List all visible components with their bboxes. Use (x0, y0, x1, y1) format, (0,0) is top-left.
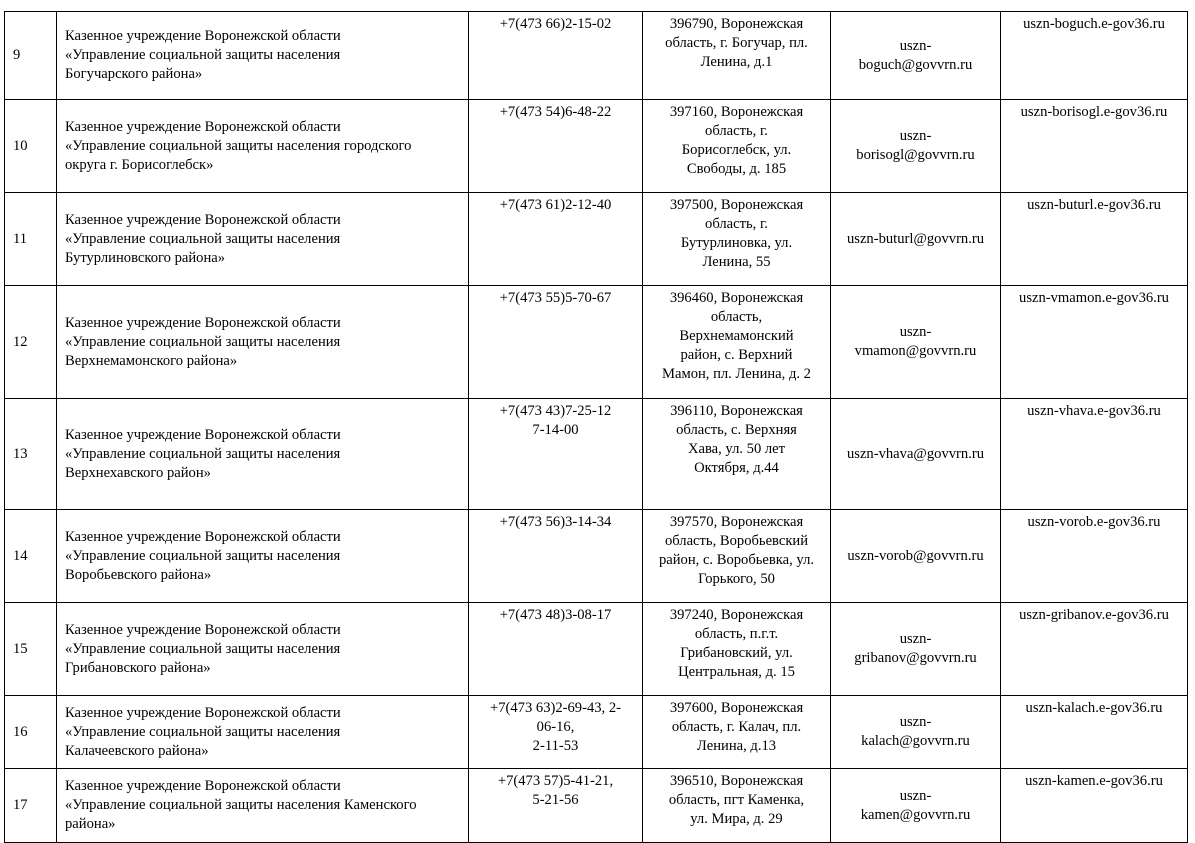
row-number: 16 (5, 696, 57, 769)
email-line: vmamon@govvrn.ru (854, 343, 977, 359)
organization-name-line: Грибановского района» (65, 659, 211, 676)
address-line: область, г. (705, 216, 768, 232)
table-row (5, 769, 1188, 843)
email-line: kamen@govvrn.ru (860, 806, 971, 823)
address-cell (643, 603, 831, 696)
organization-name (57, 769, 469, 843)
table-row (5, 100, 1188, 193)
row-number: 15 (5, 603, 57, 696)
phone-cell (469, 286, 643, 399)
phone-line: 06-16, (536, 719, 575, 735)
address-line: 396790, Воронежская (669, 16, 804, 32)
organization-name-line: «Управление социальной защиты населения (65, 640, 341, 657)
address-line: район, с. Верхний (680, 347, 793, 363)
phone-line: 2-11-53 (532, 738, 579, 754)
address-line: Грибановский, ул. (680, 645, 793, 661)
organization-name-line: «Управление социальной защиты населения (65, 333, 341, 350)
website-link[interactable]: uszn-gribanov.e-gov36.ru (1019, 607, 1169, 623)
organization-name-line: района» (65, 816, 116, 832)
address-line: область, г. (705, 123, 768, 139)
phone-cell (469, 399, 643, 510)
email-line: uszn- (899, 714, 932, 730)
address-line: Октября, д.44 (694, 460, 779, 476)
organization-name-line: «Управление социальной защиты населения (65, 723, 341, 740)
address-line: Ленина, д.1 (700, 54, 773, 70)
row-number: 17 (5, 769, 57, 843)
email-cell (831, 769, 1001, 843)
table-row (5, 603, 1188, 696)
address-line: Ленина, д.13 (696, 738, 777, 754)
address-line: район, с. Воробьевка, ул. (658, 552, 815, 568)
phone-cell (469, 100, 643, 193)
website-cell (1001, 286, 1188, 399)
email-cell (831, 100, 1001, 193)
address-line: 396510, Воронежская (669, 773, 804, 789)
address-line: 397500, Воронежская (669, 197, 804, 213)
phone-line: 5-21-56 (532, 792, 579, 808)
phone-cell (469, 769, 643, 843)
organization-name-line: округа г. Борисоглебск» (65, 156, 214, 173)
website-cell (1001, 399, 1188, 510)
table-row (5, 286, 1188, 399)
email-line: uszn- (899, 128, 932, 144)
email-line: boguch@govvrn.ru (858, 56, 973, 73)
phone-cell (469, 12, 643, 100)
email-cell (831, 193, 1001, 286)
address-line: область, п.г.т. (694, 626, 779, 642)
website-link[interactable]: uszn-kalach.e-gov36.ru (1025, 700, 1163, 716)
address-line: ул. Мира, д. 29 (690, 811, 783, 827)
address-line: 397240, Воронежская (669, 607, 804, 623)
website-cell (1001, 769, 1188, 843)
website-cell (1001, 12, 1188, 100)
email-line: gribanov@govvrn.ru (854, 650, 977, 666)
website-cell (1001, 193, 1188, 286)
website-cell (1001, 696, 1188, 769)
email-line: kalach@govvrn.ru (861, 733, 970, 749)
organization-name-line: Казенное учреждение Воронежской области (65, 778, 341, 794)
organization-name (57, 696, 469, 769)
address-cell (643, 510, 831, 603)
address-cell (643, 399, 831, 510)
website-link[interactable]: uszn-kamen.e-gov36.ru (1025, 773, 1163, 789)
row-number: 10 (5, 100, 57, 193)
address-cell (643, 12, 831, 100)
website-link[interactable]: uszn-boguch.e-gov36.ru (1023, 16, 1165, 32)
address-line: Ленина, 55 (702, 254, 771, 270)
row-number: 14 (5, 510, 57, 603)
organization-name (57, 510, 469, 603)
phone-line: 7-14-00 (532, 422, 579, 438)
website-cell (1001, 510, 1188, 603)
address-line: область, г. Богучар, пл. (665, 35, 808, 51)
website-cell (1001, 100, 1188, 193)
address-cell (643, 100, 831, 193)
organization-name-line: «Управление социальной защиты населения (65, 230, 341, 247)
website-link[interactable]: uszn-buturl.e-gov36.ru (1027, 197, 1161, 213)
organization-name-line: «Управление социальной защиты населения (65, 445, 341, 462)
organization-name-line: Верхнемамонского района» (65, 352, 238, 369)
phone-cell (469, 696, 643, 769)
organization-name-line: «Управление социальной защиты населения (65, 547, 341, 564)
address-line: область, с. Верхняя (676, 422, 797, 438)
phone-line: +7(473 57)5-41-21, (497, 773, 614, 789)
website-link[interactable]: uszn-vmamon.e-gov36.ru (1019, 290, 1169, 306)
address-line: область, пгт Каменка, (668, 792, 805, 808)
organization-name-line: Калачеевского района» (65, 742, 209, 759)
website-link[interactable]: uszn-vorob.e-gov36.ru (1027, 514, 1161, 530)
organization-name-line: Воробьевского района» (65, 566, 212, 583)
row-number: 11 (5, 193, 57, 286)
address-line: 397570, Воронежская (669, 514, 804, 530)
organization-name-line: «Управление социальной защиты населения городского (65, 137, 412, 154)
organization-name-line: Казенное учреждение Воронежской области (65, 621, 341, 638)
phone-cell (469, 510, 643, 603)
table-row (5, 510, 1188, 603)
organization-name-line: «Управление социальной защиты населения (65, 47, 341, 63)
organization-name (57, 399, 469, 510)
table-row (5, 193, 1188, 286)
email-line: uszn- (899, 324, 932, 340)
address-line: Свободы, д. 185 (686, 161, 787, 177)
address-cell (643, 769, 831, 843)
organization-name-line: Казенное учреждение Воронежской области (65, 28, 341, 44)
address-line: 397160, Воронежская (669, 104, 804, 120)
table-row (5, 12, 1188, 100)
organization-name (57, 100, 469, 193)
email-cell (831, 696, 1001, 769)
phone-line: +7(473 43)7-25-12 (499, 403, 612, 419)
organization-name (57, 193, 469, 286)
address-line: Горького, 50 (698, 571, 775, 587)
website-link[interactable]: uszn-borisogl.e-gov36.ru (1020, 104, 1168, 120)
address-cell (643, 286, 831, 399)
email-cell (831, 399, 1001, 510)
table-row (5, 399, 1188, 510)
table-row (5, 696, 1188, 769)
address-line: область, Воробьевский (664, 533, 809, 549)
address-line: Мамон, пл. Ленина, д. 2 (662, 366, 811, 382)
organization-name-line: Богучарского района» (65, 66, 203, 82)
address-line: Бутурлиновка, ул. (680, 235, 793, 251)
phone-line: +7(473 63)2-69-43, 2- (489, 700, 622, 716)
phone-line: +7(473 48)3-08-17 (499, 607, 612, 623)
email-cell (831, 12, 1001, 100)
organization-name-line: Бутурлиновского района» (65, 249, 226, 266)
email-line: uszn- (899, 787, 932, 804)
email-line: uszn- (899, 37, 932, 54)
organization-name-line: Казенное учреждение Воронежской области (65, 704, 341, 721)
email-line: uszn- (899, 631, 932, 647)
address-line: Верхнемамонский (679, 328, 794, 344)
organization-name-line: Казенное учреждение Воронежской области (65, 528, 341, 545)
email-cell (831, 286, 1001, 399)
email-line: borisogl@govvrn.ru (856, 147, 975, 163)
organization-name-line: Казенное учреждение Воронежской области (65, 118, 341, 135)
phone-line: +7(473 56)3-14-34 (499, 514, 612, 530)
address-line: область, (710, 309, 763, 325)
address-line: 396460, Воронежская (669, 290, 804, 306)
organization-name-line: Казенное учреждение Воронежской области (65, 314, 341, 331)
email-line: uszn-vorob@govvrn.ru (847, 547, 984, 564)
phone-line: +7(473 61)2-12-40 (499, 197, 612, 213)
phone-line: +7(473 66)2-15-02 (499, 16, 612, 32)
email-cell (831, 603, 1001, 696)
institutions-table (4, 11, 1188, 843)
email-line: uszn-buturl@govvrn.ru (846, 230, 985, 247)
phone-cell (469, 603, 643, 696)
row-number: 12 (5, 286, 57, 399)
table-body (5, 12, 1188, 843)
website-cell (1001, 603, 1188, 696)
organization-name (57, 603, 469, 696)
address-cell (643, 696, 831, 769)
address-line: Центральная, д. 15 (678, 664, 795, 680)
address-line: 396110, Воронежская (670, 403, 803, 419)
address-line: область, г. Калач, пл. (671, 719, 802, 735)
organization-name-line: Верхнехавского район» (65, 464, 211, 481)
email-cell (831, 510, 1001, 603)
address-cell (643, 193, 831, 286)
organization-name (57, 286, 469, 399)
phone-line: +7(473 54)6-48-22 (499, 104, 612, 120)
organization-name-line: «Управление социальной защиты населения Каменского (65, 797, 417, 813)
address-line: Хава, ул. 50 лет (687, 441, 786, 457)
organization-name-line: Казенное учреждение Воронежской области (65, 426, 341, 443)
phone-cell (469, 193, 643, 286)
row-number: 13 (5, 399, 57, 510)
row-number: 9 (5, 12, 57, 100)
organization-name-line: Казенное учреждение Воронежской области (65, 211, 341, 228)
address-line: 397600, Воронежская (669, 700, 804, 716)
address-line: Борисоглебск, ул. (681, 142, 792, 158)
organization-name (57, 12, 469, 100)
website-link[interactable]: uszn-vhava.e-gov36.ru (1027, 403, 1161, 419)
phone-line: +7(473 55)5-70-67 (499, 290, 612, 306)
email-line: uszn-vhava@govvrn.ru (846, 445, 985, 462)
